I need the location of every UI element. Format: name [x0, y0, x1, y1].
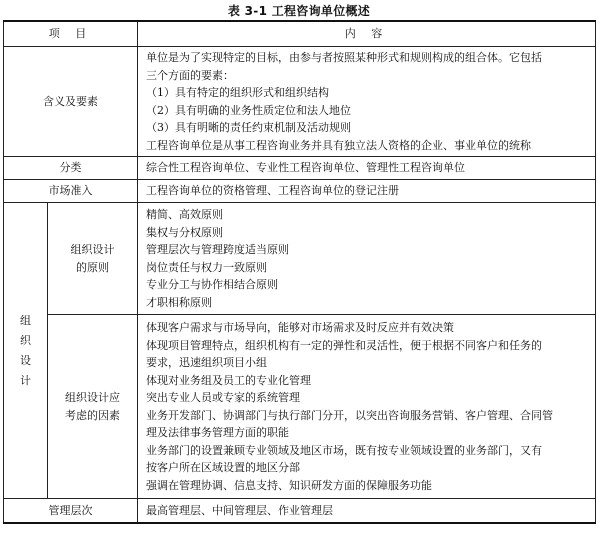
- market-access-label: 市场准入: [4, 180, 138, 203]
- factor-item: 强调在管理协调、信息支持、知识研发方面的保障服务功能: [146, 478, 432, 492]
- classification-text: 综合性工程咨询单位、专业性工程咨询单位、管理性工程咨询单位: [146, 161, 465, 175]
- factor-item: 业务部门的设置兼顾专业领域及地区市场，既有按专业领域设置的业务部门，又有: [146, 443, 542, 457]
- factor-item: 体现客户需求与市场导向，能够对市场需求及时反应并有效决策: [146, 321, 454, 334]
- org-design-char: 设: [20, 353, 31, 367]
- org-design-char: 计: [20, 373, 31, 387]
- factors-content: [138, 315, 596, 499]
- header-item: 项 目: [4, 21, 138, 47]
- principle-item: 集权与分权原则: [146, 225, 223, 239]
- org-design-char: 织: [20, 333, 31, 347]
- header-content: 内 容: [138, 21, 596, 47]
- definition-row: [4, 47, 596, 157]
- factor-item: 理及法律事务管理方面的职能: [146, 426, 289, 439]
- definition-label: 含义及要素: [4, 47, 138, 157]
- definition-line: 单位是为了实现特定的目标，由参与者按照某种形式和规则构成的组合体。它包括: [146, 51, 542, 64]
- market-access-row: [4, 180, 596, 203]
- mgmt-levels-content: [138, 499, 596, 523]
- overview-table: [3, 20, 596, 524]
- principle-item: 专业分工与协作相结合原则: [146, 278, 278, 291]
- factor-item: 按客户所在区域设置的地区分部: [146, 461, 300, 474]
- principle-item: 管理层次与管理跨度适当原则: [146, 243, 289, 256]
- factors-label-line: 考虑的因素: [65, 408, 120, 422]
- definition-content: [138, 47, 596, 157]
- definition-line: （2）具有明确的业务性质定位和法人地位: [146, 103, 351, 117]
- definition-line: 工程咨询单位是从事工程咨询业务并具有独立法人资格的企业、事业单位的统称: [146, 138, 531, 152]
- factor-item: 突出专业人员或专家的系统管理: [146, 391, 300, 404]
- table-title: 表 3-1 工程咨询单位概述: [227, 4, 371, 18]
- org-design-group-label: [4, 203, 48, 499]
- classification-label: 分类: [4, 157, 138, 180]
- factor-item: 体现项目管理特点，组织机构有一定的弹性和灵活性，便于根据不同客户和任务的: [146, 338, 542, 352]
- principles-label: [48, 203, 138, 315]
- factors-row: [4, 315, 596, 499]
- factor-item: 要求，迅速组织项目小组: [146, 356, 267, 369]
- principles-content: [138, 203, 596, 315]
- principles-label-line: 的原则: [76, 260, 109, 274]
- market-access-content: [138, 180, 596, 203]
- classification-row: [4, 157, 596, 180]
- definition-line: 三个方面的要素：: [146, 68, 234, 82]
- principle-item: 精简、高效原则: [146, 208, 223, 221]
- mgmt-levels-label: 管理层次: [4, 499, 138, 523]
- mgmt-levels-text: 最高管理层、中间管理层、作业管理层: [146, 503, 333, 517]
- factors-label: [48, 315, 138, 499]
- market-access-text: 工程咨询单位的资格管理、工程咨询单位的登记注册: [146, 184, 399, 198]
- principles-row: [4, 203, 596, 315]
- definition-line: （1）具有特定的组织形式和组织结构: [146, 86, 329, 99]
- principle-item: 才职相称原则: [146, 295, 212, 309]
- org-design-char: 组: [20, 313, 31, 327]
- factor-item: 业务开发部门、协调部门与执行部门分开，以突出咨询服务营销、客户管理、合同管: [146, 408, 553, 422]
- factor-item: 体现对业务组及员工的专业化管理: [146, 373, 311, 387]
- factors-label-line: 组织设计应: [65, 391, 120, 404]
- header-row: [4, 21, 596, 47]
- mgmt-levels-row: [4, 499, 596, 523]
- definition-line: （3）具有明晰的责任约束机制及活动规则: [146, 121, 351, 134]
- principles-label-line: 组织设计: [70, 243, 115, 256]
- principle-item: 岗位责任与权力一致原则: [146, 260, 267, 274]
- classification-content: [138, 157, 596, 180]
